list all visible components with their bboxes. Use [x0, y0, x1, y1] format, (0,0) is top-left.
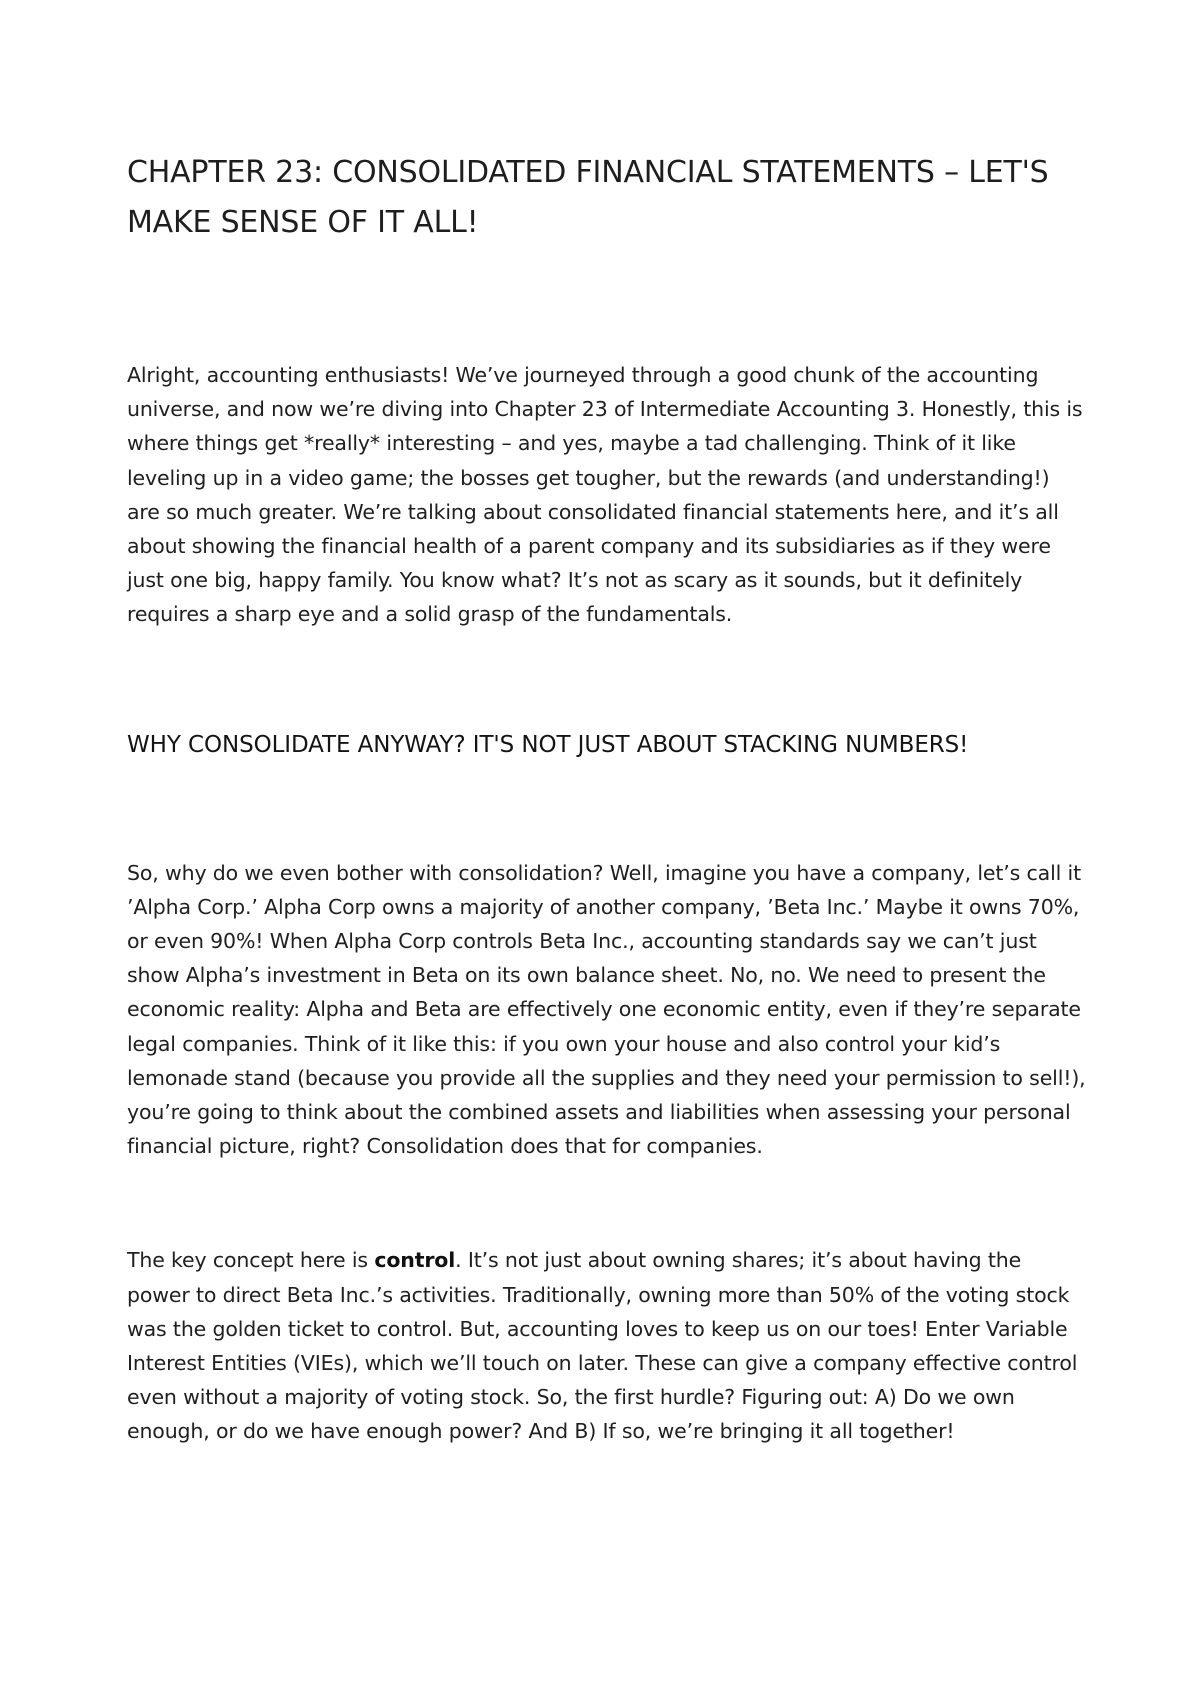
document-body [127, 148, 1087, 1449]
section-paragraph-1: So, why do we even bother with consolidation? Well, imagine you have a company, let’s call it ’Alpha Corp.’ Alpha Corp owns a majority of another company, ’Beta Inc.’ Maybe it owns 70%, or even 90%! When Alpha Corp controls Beta Inc., accounting standards say we can’t just show Alpha’s investment in Beta on its own balance sheet. No, no. We need to present the economic reality: Alpha and Beta are effectively one economic entity, even if they’re separate legal companies. Think of it like this: if you own your house and also control your kid’s lemonade stand (because you provide all the supplies and they need your permission to sell!), you’re going to think about the combined assets and liabilities when assessing your personal financial picture, right? Consolidation does that for companies. [127, 860, 1086, 1159]
section-heading: WHY CONSOLIDATE ANYWAY? IT'S NOT JUST ABOUT STACKING NUMBERS! [127, 731, 969, 758]
paragraph-2-bold-term: control [374, 1248, 456, 1273]
paragraph-2-rest: . It’s not just about owning shares; it’s about having the power to direct Beta Inc.’s activities. Traditionally, owning more than 50% of the voting stock was the golden ticket to control. But, accounting loves to keep us on our toes! Enter Variable Interest Entities (VIEs), which we’ll touch on later. These can give a company effective control even without a majority of voting stock. So, the first hurdle? Figuring out: A) Do we own enough, or do we have enough power? And B) If so, we’re bringing it all together! [127, 1248, 1078, 1444]
section-paragraph-2 [127, 1243, 1087, 1448]
chapter-title: CHAPTER 23: CONSOLIDATED FINANCIAL STATEMENTS – LET'S MAKE SENSE OF IT ALL! [127, 155, 1049, 240]
intro-paragraph: Alright, accounting enthusiasts! We’ve journeyed through a good chunk of the accounting universe, and now we’re diving into Chapter 23 of Intermediate Accounting 3. Honestly, this is where things get *really* interesting – and yes, maybe a tad challenging. Think of it like leveling up in a video game; the bosses get tougher, but the rewards (and understanding!) are so much greater. We’re talking about consolidated financial statements here, and it’s all about showing the financial health of a parent company and its subsidiaries as if they were just one big, happy family. You know what? It’s not as scary as it sounds, but it definitely requires a sharp eye and a solid grasp of the fundamentals. [127, 363, 1083, 627]
paragraph-2-lead: The key concept here is [127, 1248, 375, 1273]
